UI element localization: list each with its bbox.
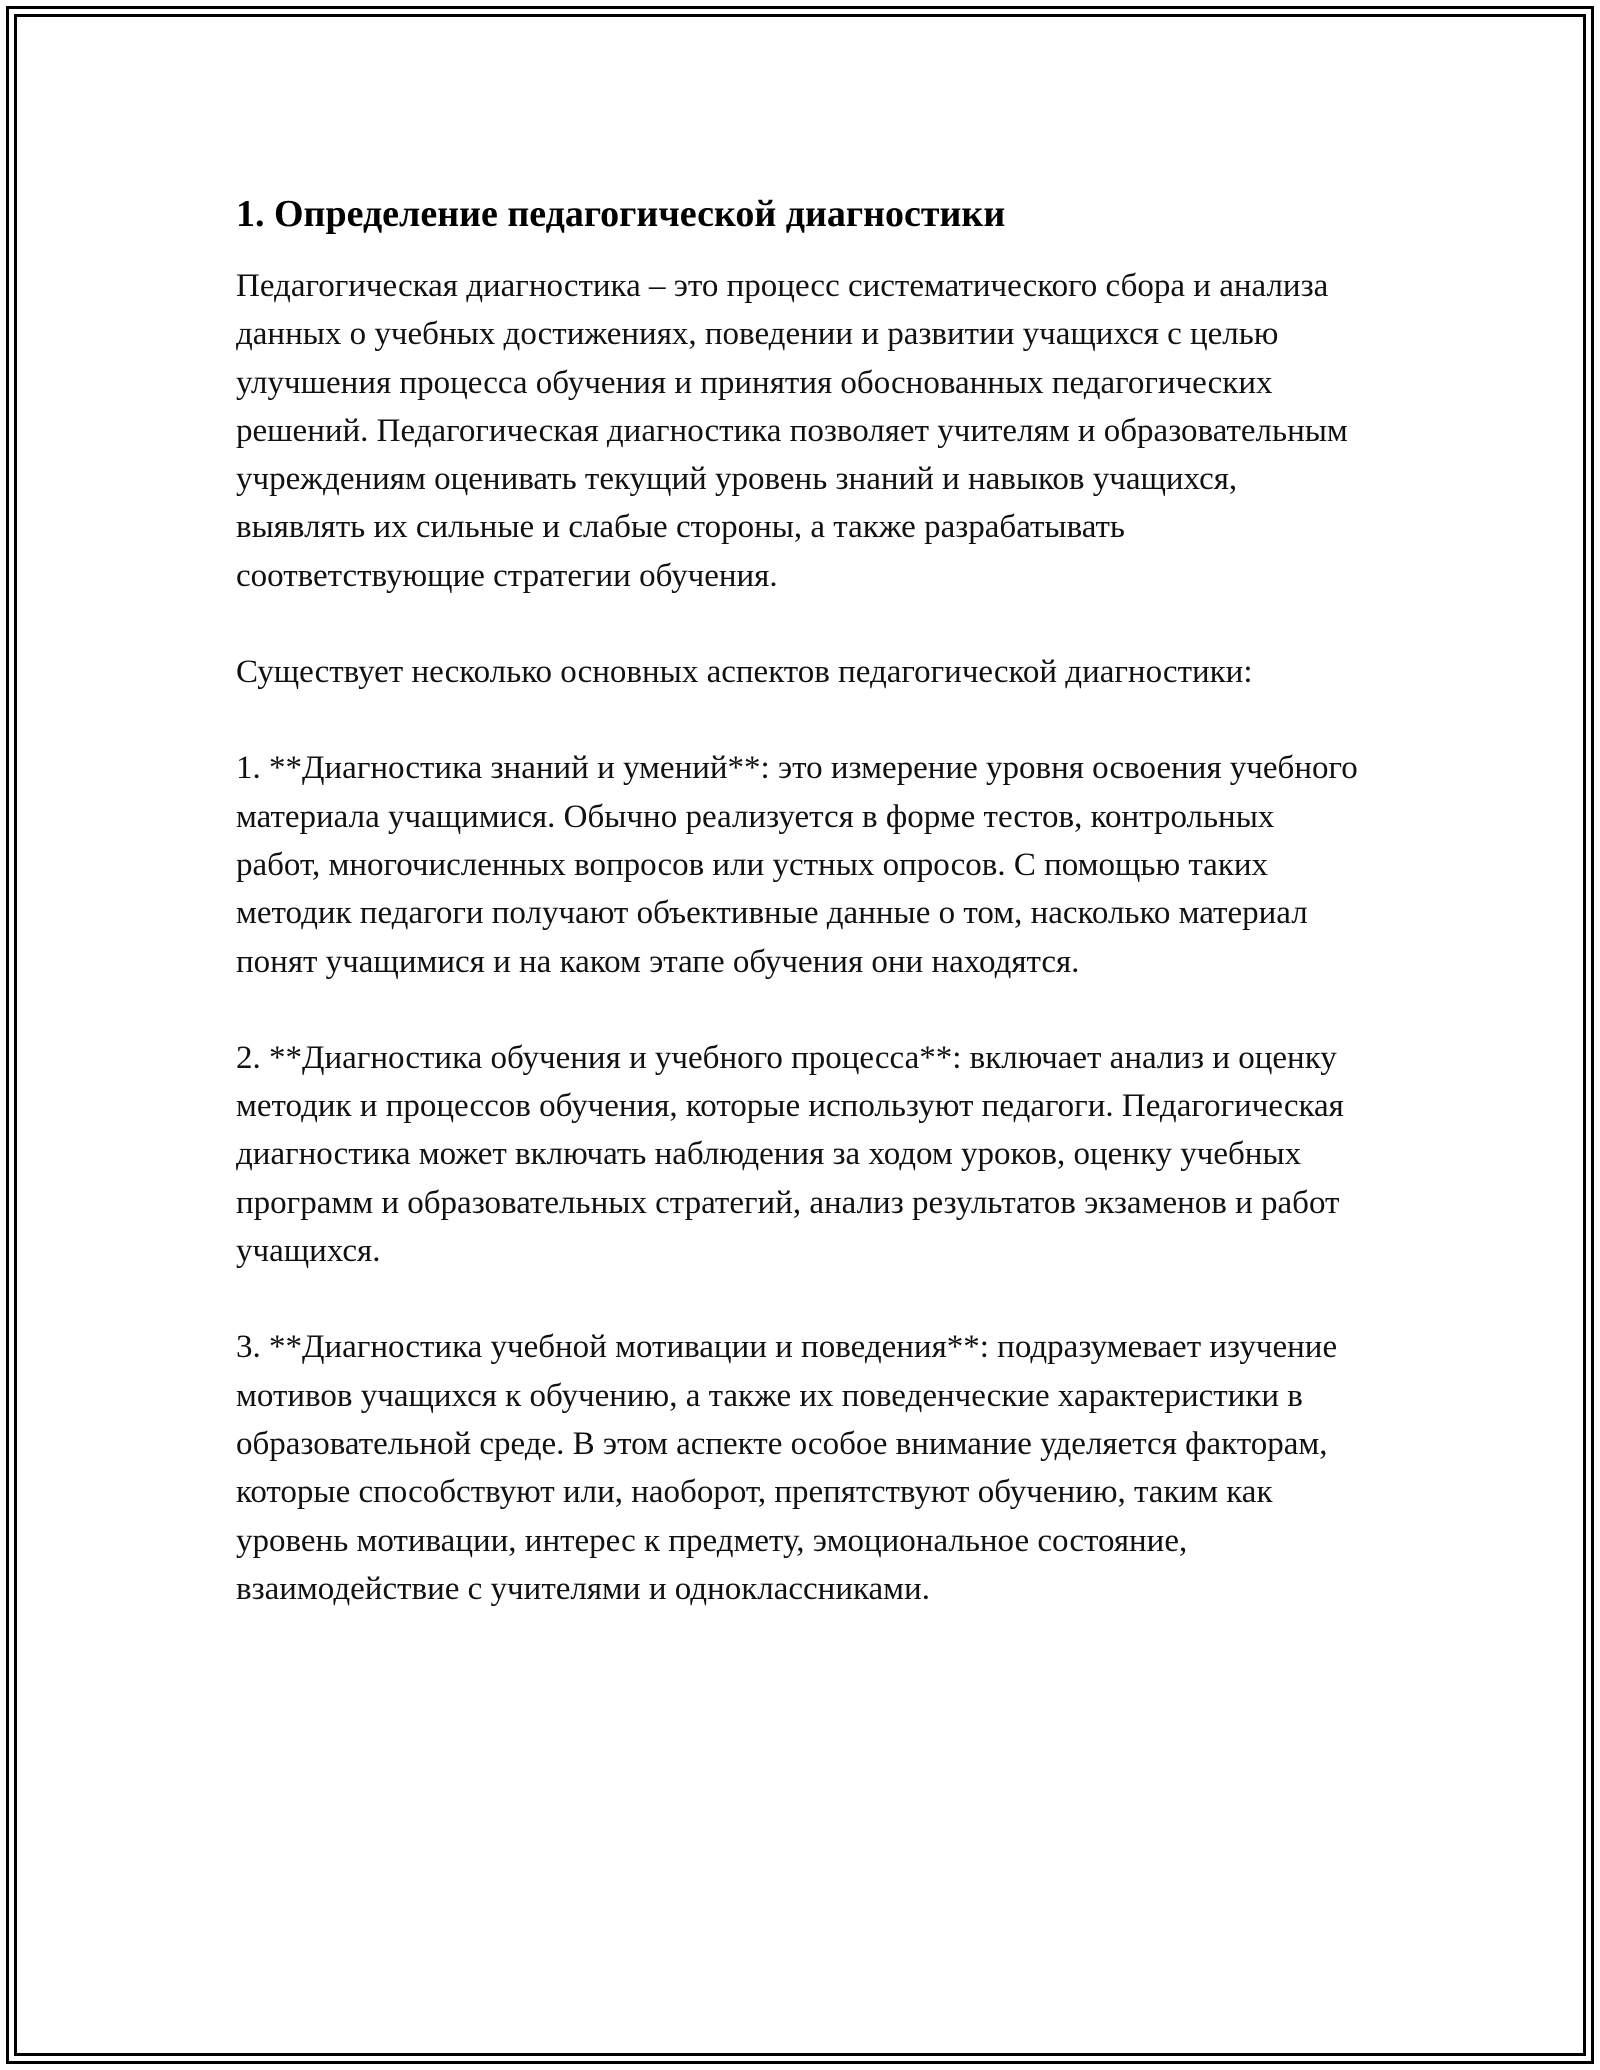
aspect-2-paragraph: 2. **Диагностика обучения и учебного процесса**: включает анализ и оценку методик и процессов обучения, которые используют педагоги. Педагогическая диагностика может включать наблюдения за ходом уроков, оценку учебных программ и образовательных стратегий, анализ результатов экзаменов и работ учащихся. [236,1039,1344,1270]
definition-paragraph: Педагогическая диагностика – это процесс систематического сбора и анализа данных о учебных достижениях, поведении и развитии учащихся с целью улучшения процесса обучения и принятия обоснованных педагогических решений. Педагогическая диагностика позволяет учителям и образовательным учреждениям оценивать текущий уровень знаний и навыков учащихся, выявлять их сильные и слабые стороны, а также разрабатывать соответствующие стратегии обучения. [236,268,1348,594]
section-heading: 1. Определение педагогической диагностики [236,193,1006,235]
aspects-intro-paragraph: Существует несколько основных аспектов педагогической диагностики: [236,654,1253,691]
aspect-1-paragraph: 1. **Диагностика знаний и умений**: это измерение уровня освоения учебного материала учащимися. Обычно реализуется в форме тестов, контрольных работ, многочисленных вопросов или устных опросов. С помощью таких методик педагоги получают объективные данные о том, насколько материал понят учащимися и на каком этапе обучения они находятся. [236,750,1358,980]
aspect-3-paragraph: 3. **Диагностика учебной мотивации и поведения**: подразумевает изучение мотивов учащихся к обучению, а также их поведенческие характеристики в образовательной среде. В этом аспекте особое внимание уделяется факторам, которые способствуют или, наоборот, препятствуют обучению, таким как уровень мотивации, интерес к предмету, эмоциональное состояние, взаимодействие с учителями и одноклассниками. [236,1329,1338,1607]
document-body [236,186,1360,1661]
